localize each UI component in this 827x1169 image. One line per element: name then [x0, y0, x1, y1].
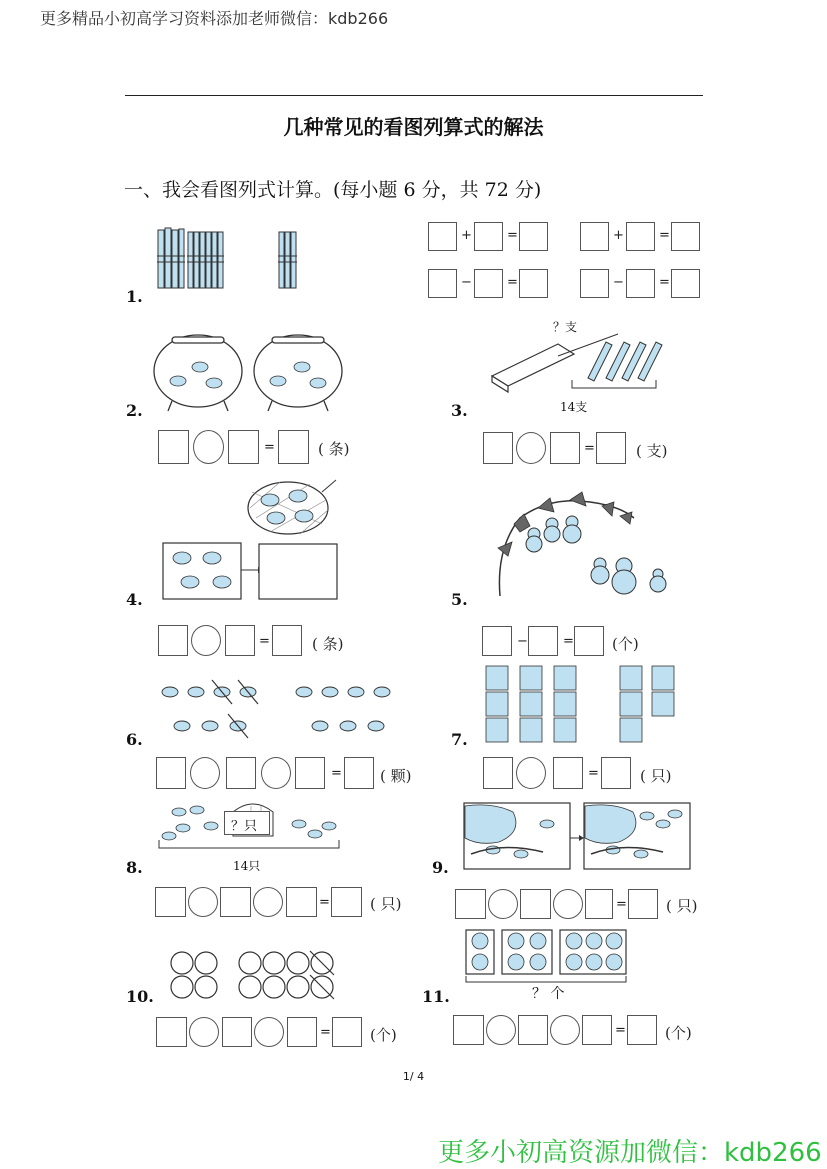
operator-circle[interactable]: [254, 1017, 284, 1047]
equals-sign: =: [616, 897, 627, 912]
answer-box[interactable]: [519, 222, 548, 251]
question-number-6: 6.: [126, 730, 143, 749]
answer-box[interactable]: [671, 222, 700, 251]
bird-question-label: ？只: [231, 819, 258, 834]
operator-circle[interactable]: [486, 1015, 516, 1045]
equals-sign: =: [507, 228, 518, 243]
unit-label: ( 条): [318, 440, 350, 458]
answer-box[interactable]: [518, 1015, 548, 1045]
answer-box[interactable]: [428, 269, 457, 298]
answer-box[interactable]: [550, 432, 580, 464]
answer-box[interactable]: [226, 757, 256, 789]
equals-sign: =: [659, 275, 670, 290]
footer-note: 更多小初高资源加微信：kdb266: [438, 1138, 822, 1168]
fruit-question-label: ？ 个: [532, 986, 565, 1002]
operator-circle[interactable]: [488, 889, 518, 919]
answer-box[interactable]: [222, 1017, 252, 1047]
equals-sign: =: [615, 1023, 626, 1038]
unit-label: ( 颗): [380, 767, 412, 785]
pencil-total-label: 14支: [560, 400, 588, 414]
answer-box[interactable]: [626, 222, 655, 251]
answer-box[interactable]: [428, 222, 457, 251]
answer-box[interactable]: [158, 625, 188, 656]
answer-box[interactable]: [483, 432, 513, 464]
answer-box[interactable]: [519, 269, 548, 298]
question-number-8: 8.: [126, 858, 143, 877]
answer-box[interactable]: [287, 1017, 317, 1047]
answer-box[interactable]: [671, 269, 700, 298]
minus-sign: −: [517, 634, 528, 649]
unit-label: ( 条): [312, 635, 344, 653]
operator-circle[interactable]: [516, 757, 546, 789]
answer-box[interactable]: [626, 269, 655, 298]
equals-sign: =: [588, 766, 599, 781]
answer-box[interactable]: [155, 887, 186, 917]
plus-sign: +: [461, 228, 472, 243]
unit-label: ( 只): [370, 895, 402, 913]
fruit-boxes-illustration: [462, 928, 632, 986]
answer-box[interactable]: [158, 430, 189, 464]
unit-label: (个): [370, 1026, 397, 1044]
question-number-11: 11.: [422, 987, 450, 1006]
minus-sign: −: [461, 275, 472, 290]
unit-label: (个): [665, 1024, 692, 1042]
plus-sign: +: [613, 228, 624, 243]
answer-box[interactable]: [228, 430, 259, 464]
question-number-10: 10.: [126, 987, 154, 1006]
equals-sign: =: [320, 1025, 331, 1040]
operator-circle[interactable]: [516, 432, 546, 464]
operator-circle[interactable]: [253, 887, 283, 917]
question-number-7: 7.: [451, 730, 468, 749]
question-number-1: 1.: [126, 287, 143, 306]
operator-circle[interactable]: [189, 1017, 219, 1047]
tree-birds-illustration: [463, 802, 693, 872]
header-rule: [125, 95, 703, 96]
answer-box[interactable]: [278, 430, 309, 464]
question-number-2: 2.: [126, 401, 143, 420]
circles-illustration: [168, 949, 338, 1001]
header-note: 更多精品小初高学习资料添加老师微信：kdb266: [40, 9, 389, 28]
equals-sign: =: [331, 766, 342, 781]
equals-sign: =: [584, 441, 595, 456]
unit-label: ( 只): [640, 767, 672, 785]
answer-box[interactable]: [528, 626, 558, 656]
pencil-question-label: ？支: [553, 320, 578, 334]
operator-circle[interactable]: [191, 625, 221, 656]
sticks-bundle-illustration: [155, 226, 305, 292]
equals-sign: =: [259, 634, 270, 649]
fish-net-illustration: [160, 478, 350, 603]
answer-box[interactable]: [596, 432, 626, 464]
candies-illustration: [156, 678, 406, 742]
answer-box[interactable]: [156, 757, 186, 789]
answer-box[interactable]: [628, 889, 658, 919]
operator-circle[interactable]: [550, 1015, 580, 1045]
answer-box[interactable]: [272, 625, 302, 656]
answer-box[interactable]: [474, 269, 503, 298]
equals-sign: =: [264, 440, 275, 455]
answer-box[interactable]: [286, 887, 317, 917]
pencils-illustration: [488, 320, 668, 400]
unit-label: (个): [612, 635, 639, 653]
answer-box[interactable]: [582, 1015, 612, 1045]
answer-box[interactable]: [225, 625, 255, 656]
operator-circle[interactable]: [188, 887, 218, 917]
answer-box[interactable]: [331, 887, 362, 917]
answer-box[interactable]: [295, 757, 325, 789]
equals-sign: =: [659, 228, 670, 243]
gourds-illustration: [490, 488, 670, 603]
answer-box[interactable]: [601, 757, 631, 789]
stacked-animals-illustration: [484, 664, 684, 746]
answer-box[interactable]: [453, 1015, 484, 1045]
answer-box[interactable]: [220, 887, 251, 917]
answer-box[interactable]: [580, 269, 609, 298]
operator-circle[interactable]: [261, 757, 291, 789]
answer-box[interactable]: [344, 757, 374, 789]
answer-box[interactable]: [627, 1015, 657, 1045]
answer-box[interactable]: [580, 222, 609, 251]
answer-box[interactable]: [332, 1017, 362, 1047]
answer-box[interactable]: [482, 626, 512, 656]
unit-label: ( 只): [666, 897, 698, 915]
equals-sign: =: [563, 634, 574, 649]
section-heading: 一、我会看图列式计算。(每小题 6 分，共 72 分): [124, 179, 542, 201]
answer-box[interactable]: [553, 757, 583, 789]
question-number-5: 5.: [451, 590, 468, 609]
answer-box[interactable]: [585, 889, 613, 919]
operator-circle[interactable]: [190, 757, 220, 789]
bird-total-label: 14只: [233, 859, 261, 873]
operator-circle[interactable]: [553, 889, 583, 919]
answer-box[interactable]: [474, 222, 503, 251]
unit-label: ( 支): [636, 442, 668, 460]
answer-box[interactable]: [483, 757, 513, 789]
minus-sign: −: [613, 275, 624, 290]
equals-sign: =: [507, 275, 518, 290]
question-number-3: 3.: [451, 401, 468, 420]
answer-box[interactable]: [455, 889, 486, 919]
question-number-9: 9.: [432, 858, 449, 877]
equals-sign: =: [319, 895, 330, 910]
question-number-4: 4.: [126, 590, 143, 609]
answer-box[interactable]: [520, 889, 551, 919]
answer-box[interactable]: [574, 626, 604, 656]
page-title: 几种常见的看图列算式的解法: [283, 115, 544, 139]
answer-box[interactable]: [156, 1017, 187, 1047]
operator-circle[interactable]: [193, 430, 224, 464]
fishbowls-illustration: [152, 331, 352, 413]
page-number: 1/ 4: [402, 1070, 425, 1083]
